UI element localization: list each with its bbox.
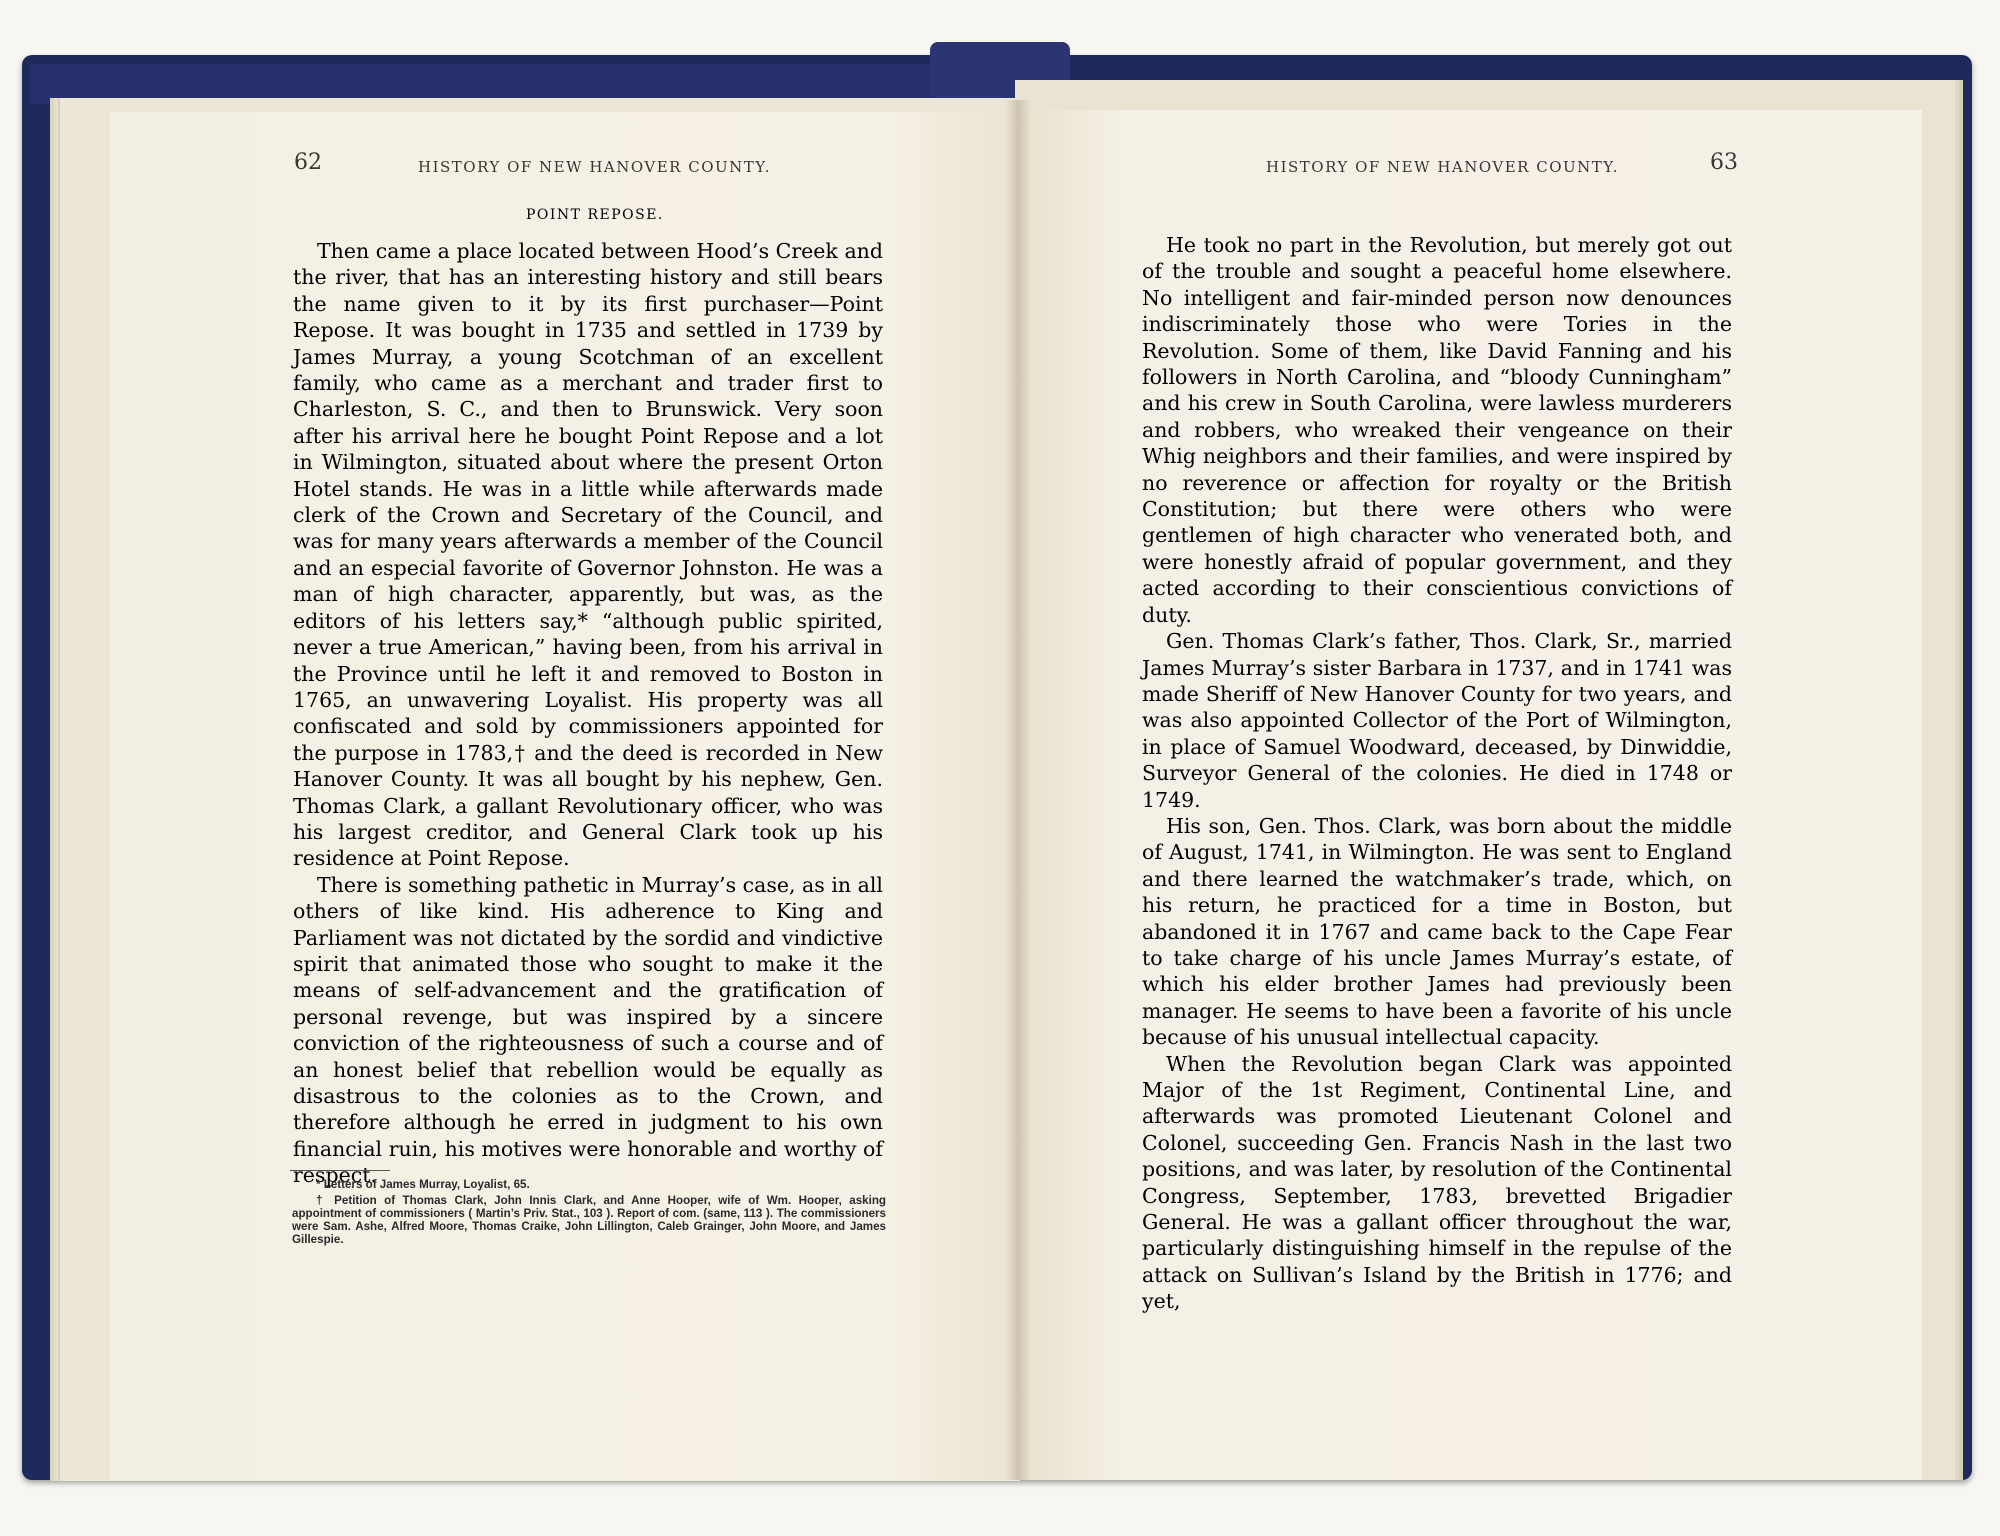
left-body-text	[293, 238, 883, 1189]
right-page-number: 63	[1710, 150, 1738, 175]
paragraph: His son, Gen. Thos. Clark, was born about the middle of August, 1741, in Wilmington. He was sent to England and there learned the watchmaker’s trade, which, on his return, he practiced for a time in Boston, but abandoned it in 1767 and came back to the Cape Fear to take charge of his uncle James Murray’s estate, of which his elder brother James had previously been manager. He seems to have been a favorite of his uncle because of his unusual intellectual capacity.	[1142, 813, 1732, 1050]
left-page-number: 62	[294, 150, 322, 175]
paragraph: Gen. Thomas Clark’s father, Thos. Clark, Sr., married James Murray’s sister Barbara in 1737, and in 1741 was made Sheriff of New Hanover County for two years, and was also appointed Collector of the Port of Wilmington, in place of Samuel Woodward, deceased, by Dinwiddie, Surveyor General of the colonies. He died in 1748 or 1749.	[1142, 629, 1732, 812]
right-body-text	[1142, 232, 1732, 1315]
paragraph: When the Revolution began Clark was appointed Major of the 1st Regiment, Continental Line, and afterwards was promoted Lieutenant Colonel and Colonel, succeeding Gen. Francis Nash in the last two positions, and was later, by resolution of the Continental Congress, September, 1783, brevetted Brigadier General. He was a gallant officer throughout the war, particularly distinguishing himself in the repulse of the attack on Sullivan’s Island by the British in 1776; and yet,	[1142, 1051, 1732, 1314]
book-gutter	[1005, 100, 1031, 1480]
left-running-header: HISTORY OF NEW HANOVER COUNTY.	[418, 158, 772, 176]
footnotes	[292, 1178, 886, 1249]
right-running-header: HISTORY OF NEW HANOVER COUNTY.	[1266, 158, 1620, 176]
paragraph: He took no part in the Revolution, but merely got out of the trouble and sought a peaceful home elsewhere. No intelligent and fair-minded person now denounces indiscriminately those who were Tories in the Revolution. Some of them, like David Fanning and his followers in North Carolina, and “bloody Cunningham” and his crew in South Carolina, were lawless murderers and robbers, who wreaked their vengeance on their Whig neighbors and their families, and were inspired by no reverence or affection for royalty or the British Constitution; but there were others who were gentlemen of high character who venerated both, and were honestly afraid of popular government, and they acted according to their conscientious convictions of duty.	[1142, 233, 1732, 627]
footnote: † Petition of Thomas Clark, John Innis Clark, and Anne Hooper, wife of Wm. Hooper, asking appointment of commissioners ( Martin’s Priv. Stat., 103 ). Report of com. (same, 113 ). The commissioners were Sam. Ashe, Alfred Moore, Thomas Craike, John Lillington, Caleb Grainger, John Moore, and James Gillespie.	[292, 1194, 886, 1246]
paragraph: There is something pathetic in Murray’s case, as in all others of like kind. His adherence to King and Parliament was not dictated by the sordid and vindictive spirit that animated those who sought to make it the means of self-advancement and the gratification of personal revenge, but was inspired by a sincere conviction of the righteousness of such a course and of an honest belief that rebellion would be equally as disastrous to the colonies as to the Crown, and therefore although he erred in judgment to his own financial ruin, his motives were honorable and worthy of respect.	[293, 872, 883, 1188]
section-title: POINT REPOSE.	[526, 207, 664, 223]
paragraph: Then came a place located between Hood’s Creek and the river, that has an interesting history and still bears the name given to it by its first purchaser—Point Repose. It was bought in 1735 and settled in 1739 by James Murray, a young Scotchman of an excellent family, who came as a merchant and trader first to Charleston, S. C., and then to Brunswick. Very soon after his arrival here he bought Point Repose and a lot in Wilmington, situated about where the present Orton Hotel stands. He was in a little while afterwards made clerk of the Crown and Secretary of the Council, and was for many years afterwards a member of the Council and an especial favorite of Governor Johnston. He was a man of high character, apparently, but was, as the editors of his letters say,* “although public spirited, never a true American,” having been, from his arrival in the Province until he left it and removed to Boston in 1765, an unwavering Loyalist. His property was all confiscated and sold by commissioners appointed for the purpose in 1783,† and the deed is recorded in New Hanover County. It was all bought by his nephew, Gen. Thomas Clark, a gallant Revolutionary officer, who was his largest creditor, and General Clark took up his residence at Point Repose.	[293, 239, 883, 871]
footnote-rule	[290, 1170, 390, 1171]
footnote: * Letters of James Murray, Loyalist, 65.	[316, 1178, 530, 1191]
